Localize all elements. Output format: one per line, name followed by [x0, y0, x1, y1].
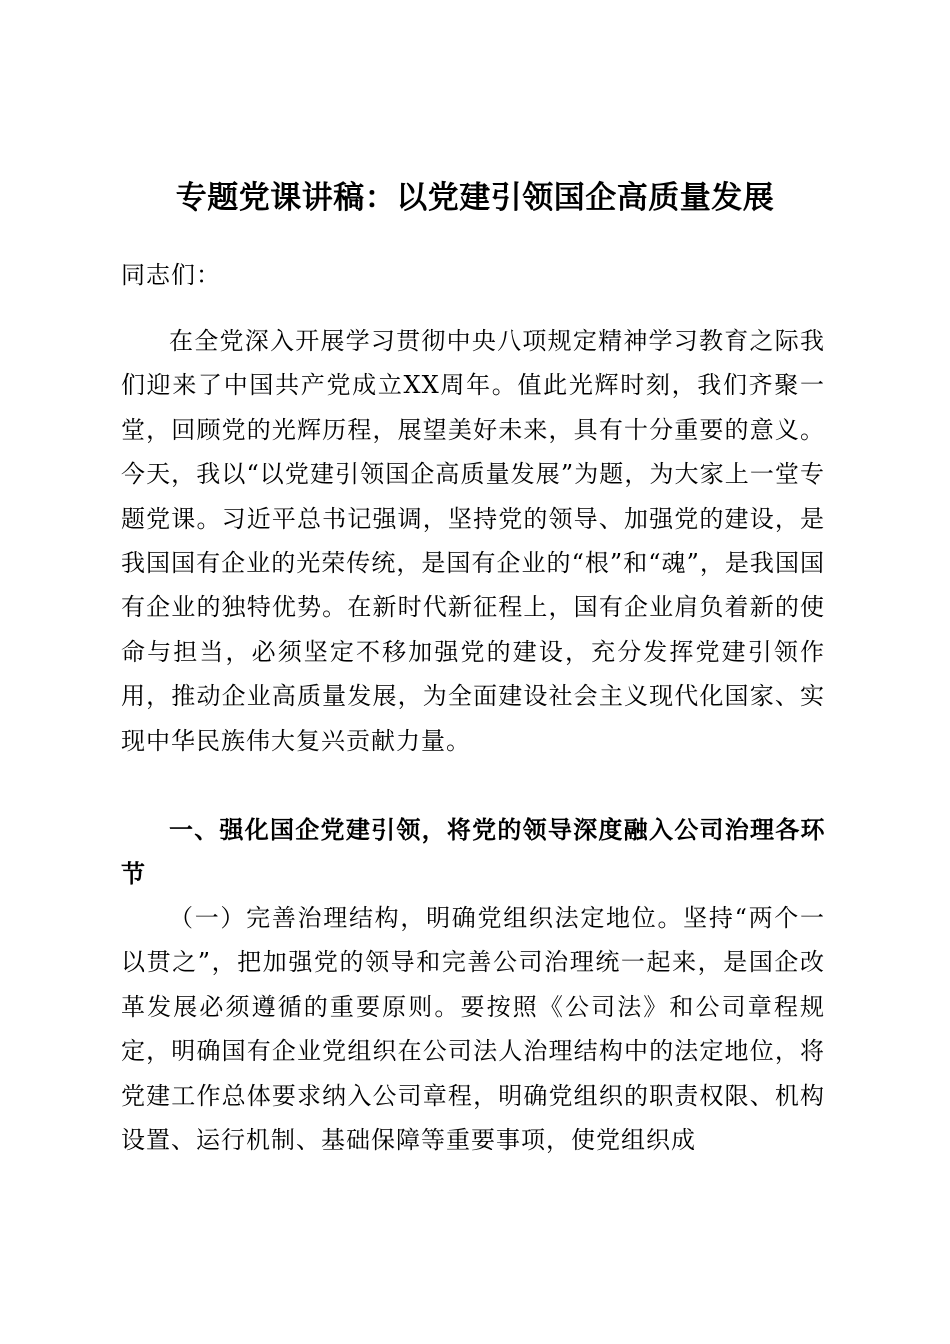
section-heading-1: 一、强化国企党建引领，将党的领导深度融入公司治理各环节: [121, 816, 825, 889]
paragraph-intro: 在全党深入开展学习贯彻中央八项规定精神学习教育之际我们迎来了中国共产党成立XX周年。值此光辉时刻，我们齐聚一堂，回顾党的光辉历程，展望美好未来，具有十分重要的意义。今天，我以“以党建引领国企高质量发展”为题，为大家上一堂专题党课。习近平总书记强调，坚持党的领导、加强党的建设，是我国国有企业的光荣传统，是国有企业的“根”和“魂”，是我国国有企业的独特优势。在新时代新征程上，国有企业肩负着新的使命与担当，必须坚定不移加强党的建设，充分发挥党建引领作用，推动企业高质量发展，为全面建设社会主义现代化国家、实现中华民族伟大复兴贡献力量。: [121, 327, 825, 755]
greeting: 同志们：: [121, 261, 221, 289]
document-title: 专题党课讲稿：以党建引领国企高质量发展: [175, 180, 775, 216]
paragraph-section-1-1: （一）完善治理结构，明确党组织法定地位。坚持“两个一以贯之”，把加强党的领导和完善公司治理统一起来，是国企改革发展必须遵循的重要原则。要按照《公司法》和公司章程规定，明确国有企业党组织在公司法人治理结构中的法定地位，将党建工作总体要求纳入公司章程，明确党组织的职责权限、机构设置、运行机制、基础保障等重要事项，使党组织成: [121, 904, 825, 1155]
